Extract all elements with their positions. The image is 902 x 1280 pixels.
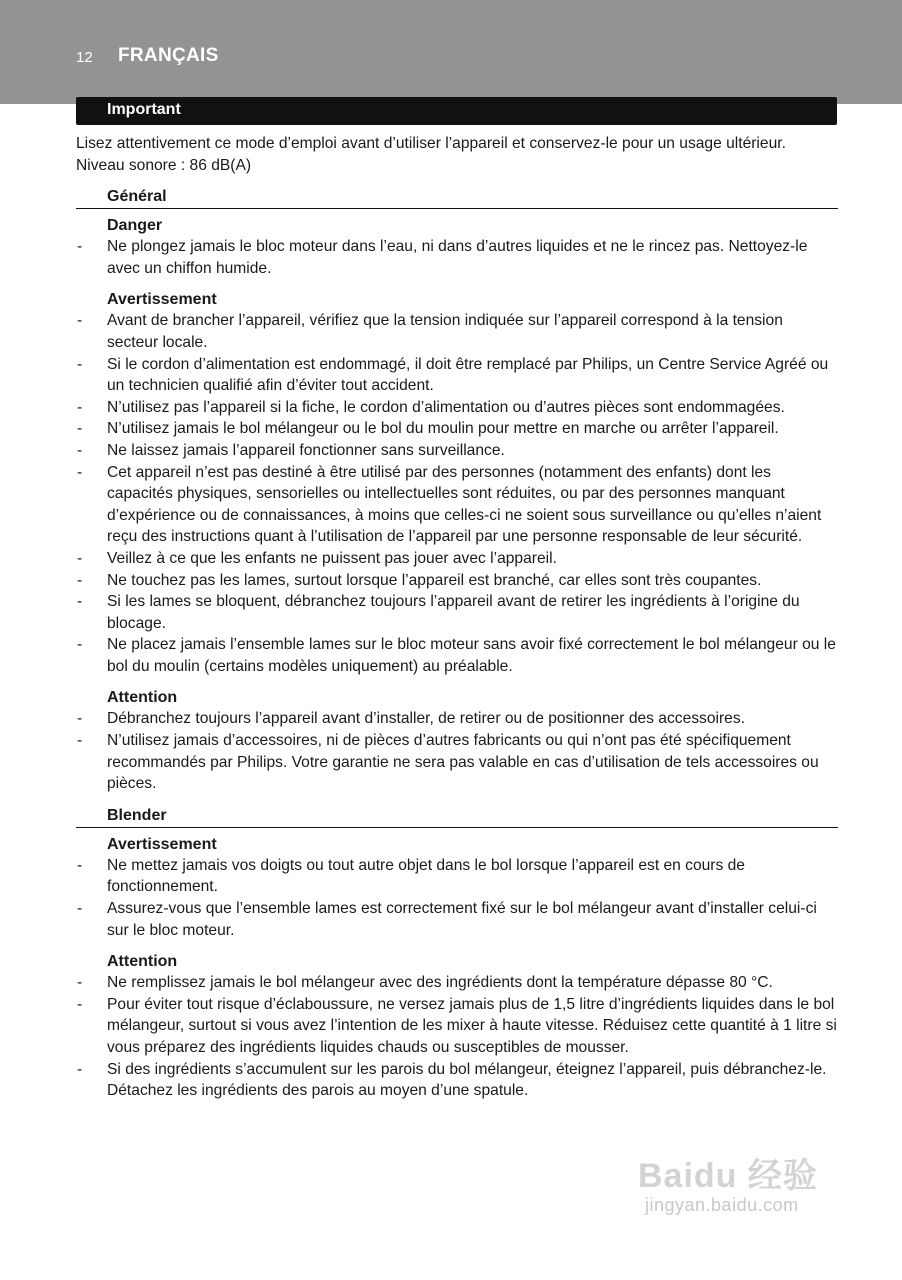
list-item: - Assurez-vous que l’ensemble lames est correctement fixé sur le bol mélangeur avant d’installer celui-ci sur le bloc moteur. [76, 898, 838, 941]
list-item: - Avant de brancher l’appareil, vérifiez que la tension indiquée sur l’appareil correspond à la tension secteur locale. [76, 310, 838, 353]
caution-heading: Attention [107, 689, 178, 707]
caution-list [76, 708, 838, 794]
page-number: 12 [76, 49, 93, 66]
blender-caution-heading: Attention [107, 953, 178, 971]
list-item: - Si le cordon d’alimentation est endommagé, il doit être remplacé par Philips, un Centre Service Agréé ou un technicien qualifié afin d’éviter tout accident. [76, 354, 838, 397]
danger-list [76, 236, 838, 279]
page-header [0, 0, 902, 104]
blender-warning-heading: Avertissement [107, 835, 217, 853]
baidu-watermark [600, 1148, 850, 1228]
watermark-url: jingyan.baidu.com [645, 1195, 799, 1215]
list-item: - Pour éviter tout risque d’éclaboussure, ne versez jamais plus de 1,5 litre d’ingrédients liquides dans le bol mélangeur, surtout si vous avez l’intention de les mixer à haute vitesse. Réduisez cette quantité à 1 litre si vous préparez des ingrédients liquides chauds ou susceptibles de mousser. [76, 994, 838, 1059]
list-item: - N’utilisez jamais d’accessoires, ni de pièces d’autres fabricants ou qui n’ont pas été spécifiquement recommandés par Philips. Votre garantie ne sera pas valable en cas d’utilisation de tels accessoires ou pièces. [76, 730, 838, 795]
blender-caution-list [76, 972, 838, 1102]
list-item: - Cet appareil n’est pas destiné à être utilisé par des personnes (notamment des enfants) dont les capacités physiques, sensorielles ou intellectuelles sont réduites, ou par des personnes manquant d’expérience ou de connaissances, à moins que celles-ci ne soient sous surveillance ou qu’elles n’aient reçu des instructions quant à l’utilisation de l’appareil par une personne responsable de leur sécurité. [76, 462, 838, 548]
section-blender-heading: Blender [76, 805, 838, 828]
list-item: - Ne mettez jamais vos doigts ou tout autre objet dans le bol lorsque l’appareil est en cours de fonctionnement. [76, 855, 838, 898]
important-title-bar [76, 97, 837, 125]
warning-list [76, 310, 838, 677]
warning-heading: Avertissement [107, 291, 217, 309]
watermark-logo: Baidu 经验 [638, 1157, 818, 1195]
manual-content [76, 133, 838, 1102]
list-item: - Si des ingrédients s’accumulent sur les parois du bol mélangeur, éteignez l’appareil, puis débranchez-le. Détachez les ingrédients des parois au moyen d’une spatule. [76, 1059, 838, 1102]
noise-level: Niveau sonore : 86 dB(A) [76, 156, 252, 174]
language-heading: FRANÇAIS [118, 45, 219, 66]
list-item: - Si les lames se bloquent, débranchez toujours l’appareil avant de retirer les ingrédients à l’origine du blocage. [76, 591, 838, 634]
blender-warning-list [76, 855, 838, 941]
list-item: - Ne remplissez jamais le bol mélangeur avec des ingrédients dont la température dépasse 80 °C. [76, 972, 838, 994]
list-item: - Ne placez jamais l’ensemble lames sur le bloc moteur sans avoir fixé correctement le bol mélangeur ou le bol du moulin (certains modèles uniquement) au préalable. [76, 634, 838, 677]
list-item: - Débranchez toujours l’appareil avant d’installer, de retirer ou de positionner des accessoires. [76, 708, 838, 730]
list-item: - Veillez à ce que les enfants ne puissent pas jouer avec l’appareil. [76, 548, 838, 570]
important-title: Important [107, 101, 181, 118]
list-item: - Ne laissez jamais l’appareil fonctionner sans surveillance. [76, 440, 838, 462]
danger-heading: Danger [107, 217, 163, 235]
list-item: - N’utilisez jamais le bol mélangeur ou le bol du moulin pour mettre en marche ou arrêter l’appareil. [76, 418, 838, 440]
intro-paragraph: Lisez attentivement ce mode d’emploi avant d’utiliser l’appareil et conservez-le pour un usage ultérieur. [76, 135, 786, 152]
list-item: - N’utilisez pas l’appareil si la fiche, le cordon d’alimentation ou d’autres pièces sont endommagées. [76, 397, 838, 419]
section-general-heading: Général [76, 186, 838, 209]
list-item: - Ne plongez jamais le bloc moteur dans l’eau, ni dans d’autres liquides et ne le rincez pas. Nettoyez-le avec un chiffon humide. [76, 236, 838, 279]
list-item: - Ne touchez pas les lames, surtout lorsque l’appareil est branché, car elles sont très coupantes. [76, 570, 838, 592]
